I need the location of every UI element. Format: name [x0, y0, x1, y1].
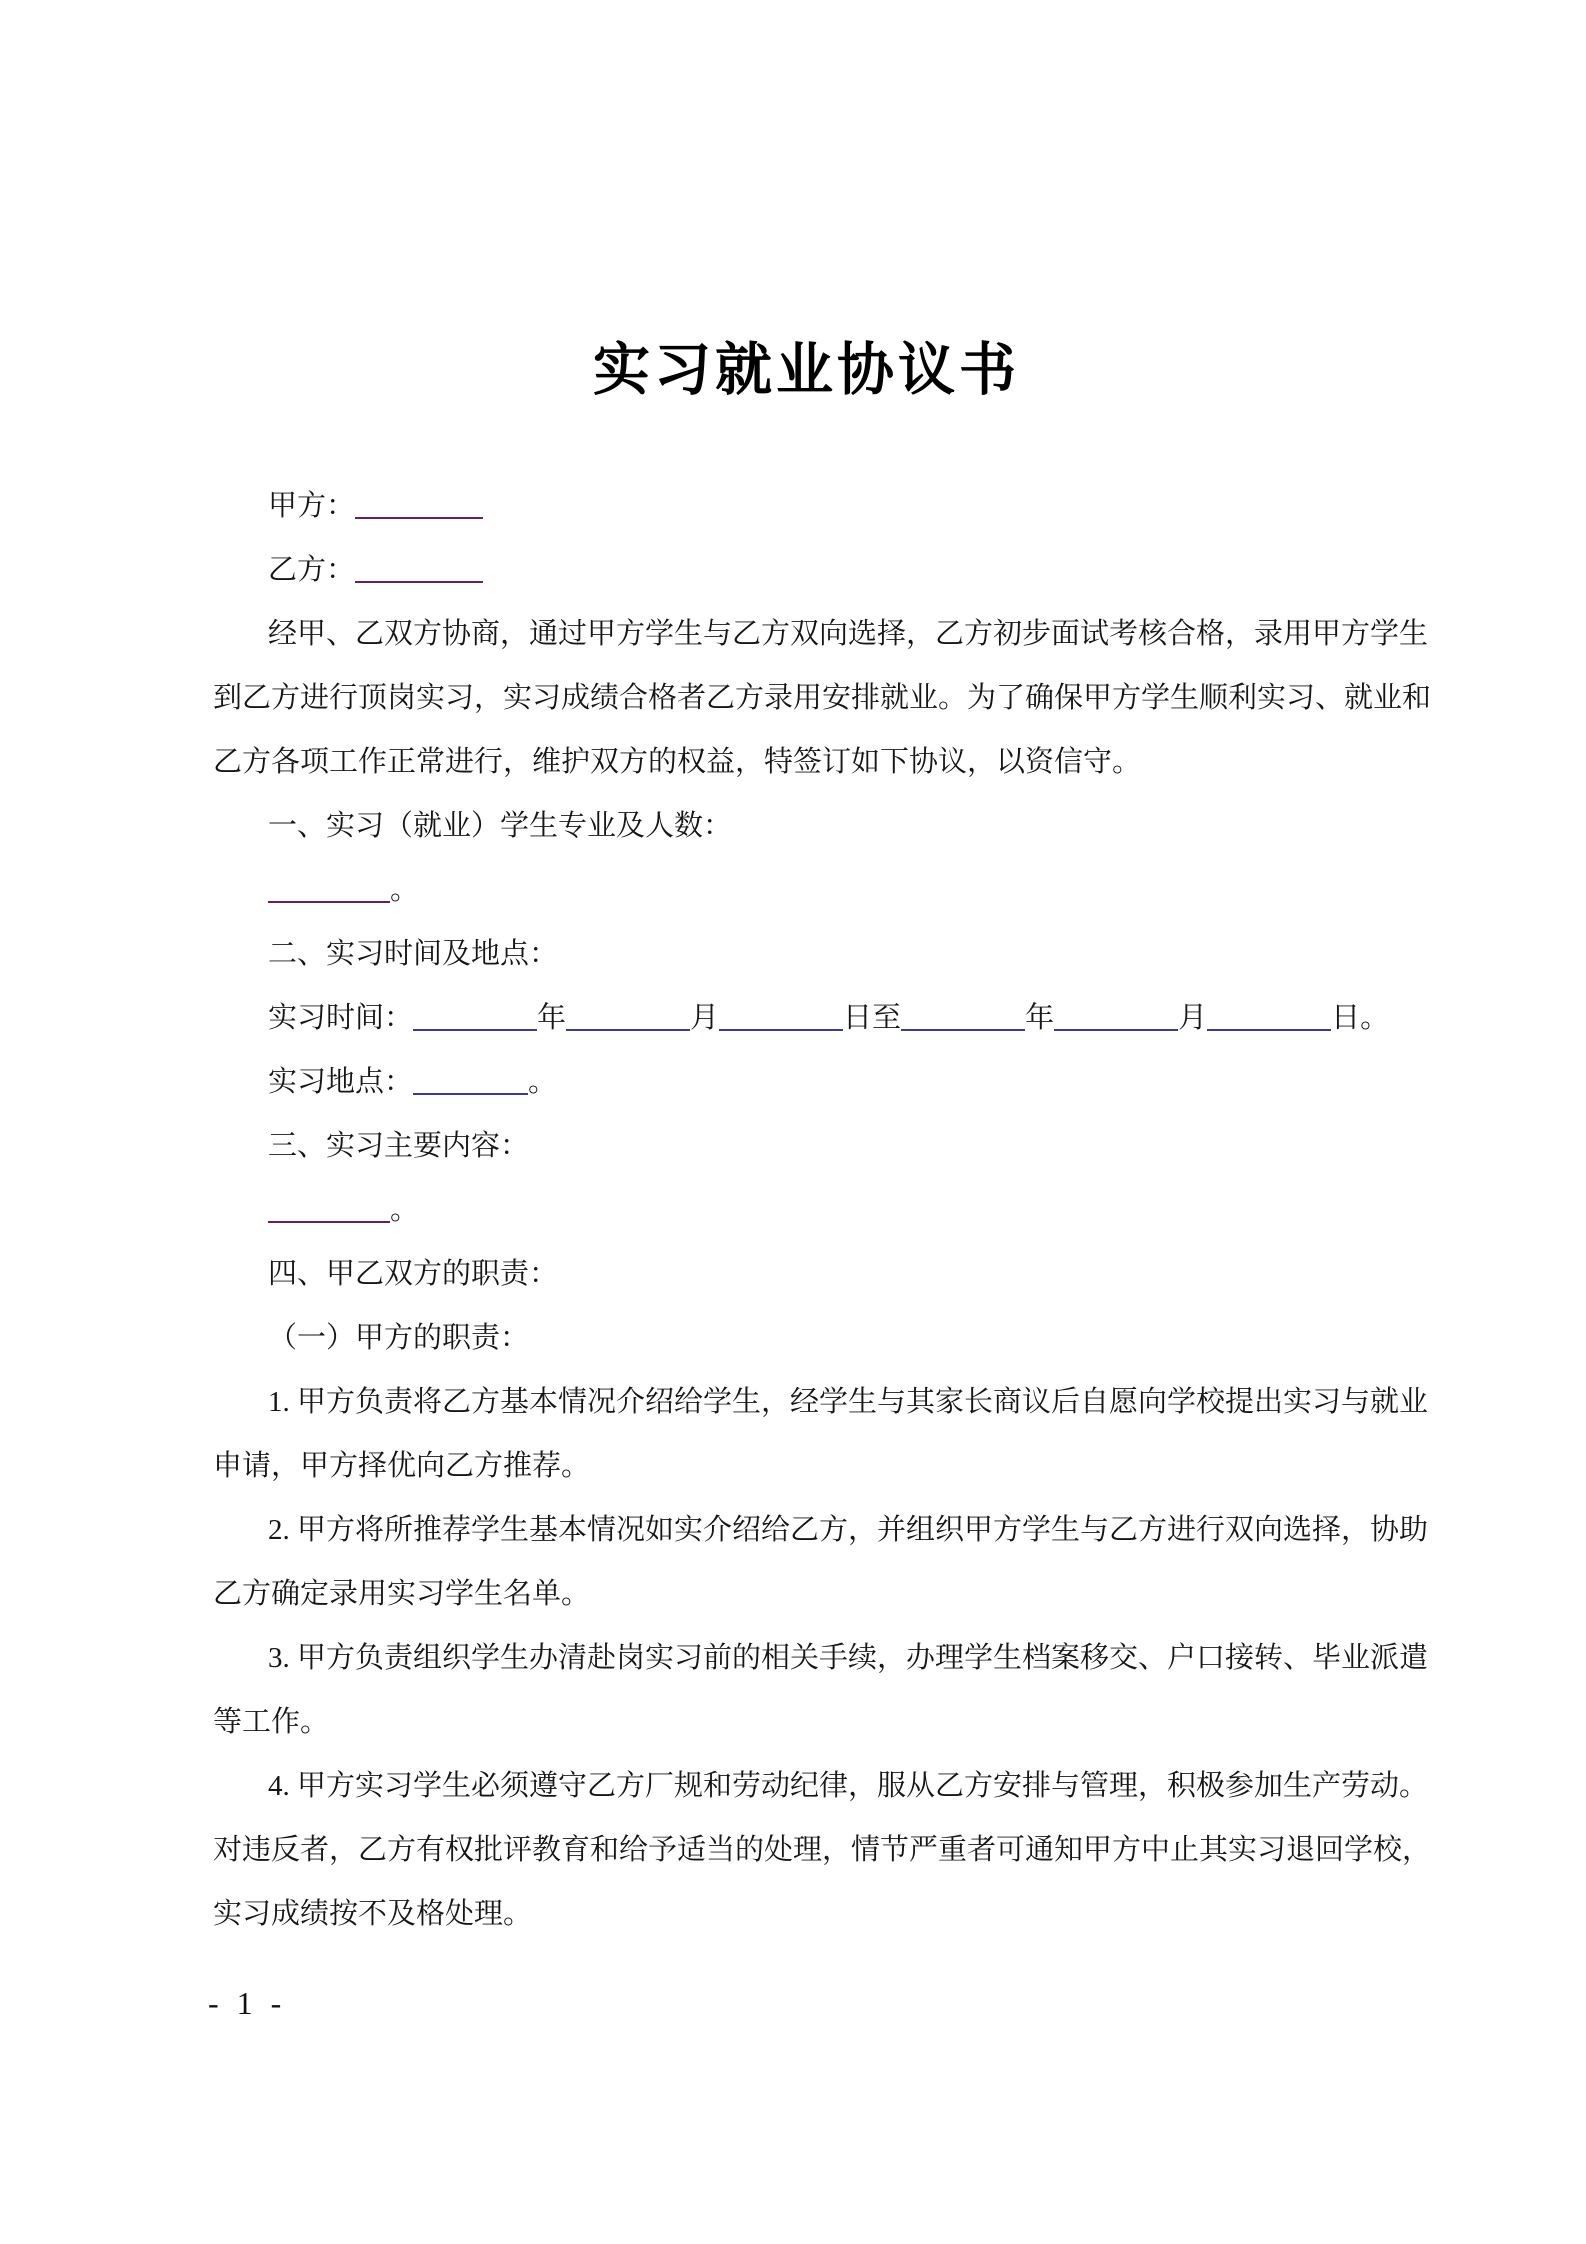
section-3-blank-line — [213, 1178, 1400, 1242]
section-4-heading: 四、甲乙双方的职责： — [268, 1258, 559, 1290]
internship-time-line — [213, 986, 1400, 1050]
section-1-blank-suffix: 。 — [390, 874, 420, 906]
internship-location-line — [213, 1050, 1400, 1114]
party-b-label: 乙方： — [268, 554, 356, 586]
end-month-label: 月 — [1178, 1002, 1208, 1034]
intro-paragraph-line-2: 到乙方进行顶岗实习，实习成绩合格者乙方录用安排就业。为了确保甲方学生顺利实习、就业和 — [213, 682, 1432, 714]
start-month-blank-field — [566, 1029, 690, 1031]
item-4-line-2: 对违反者，乙方有权批评教育和给予适当的处理，情节严重者可通知甲方中止其实习退回学校， — [213, 1834, 1432, 1866]
party-a-line — [213, 474, 1400, 538]
end-year-blank-field — [901, 1029, 1025, 1031]
party-a-label: 甲方： — [268, 490, 356, 522]
section-3-heading: 三、实习主要内容： — [268, 1130, 530, 1162]
section-1-heading: 一、实习（就业）学生专业及人数： — [268, 810, 733, 842]
start-year-label: 年 — [537, 1002, 567, 1034]
internship-time-label: 实习时间： — [268, 1002, 414, 1034]
document-body — [213, 474, 1432, 1946]
party-b-line — [213, 538, 1400, 602]
item-2-line-1: 2. 甲方将所推荐学生基本情况如实介绍给乙方，并组织甲方学生与乙方进行双向选择，协助 — [268, 1514, 1429, 1546]
day-to-label: 日至 — [843, 1002, 902, 1034]
start-day-blank-field — [719, 1029, 843, 1031]
section-3-blank-field — [268, 1221, 390, 1223]
section-2-heading: 二、实习时间及地点： — [268, 938, 559, 970]
start-year-blank-field — [413, 1029, 537, 1031]
section-1-blank-line — [213, 858, 1400, 922]
end-year-label: 年 — [1025, 1002, 1055, 1034]
item-1-line-1: 1. 甲方负责将乙方基本情况介绍给学生，经学生与其家长商议后自愿向学校提出实习与就业 — [268, 1386, 1429, 1418]
item-3-line-2: 等工作。 — [213, 1706, 330, 1738]
location-blank-field — [413, 1093, 528, 1095]
section-1-blank-field — [268, 901, 390, 903]
section-4-sub-heading: （一）甲方的职责： — [268, 1322, 530, 1354]
party-b-blank-field — [355, 581, 483, 583]
document-title: 实习就业协议书 — [593, 339, 1020, 402]
intro-paragraph-line-1: 经甲、乙双方协商，通过甲方学生与乙方双向选择，乙方初步面试考核合格，录用甲方学生 — [268, 618, 1429, 650]
item-4-line-1: 4. 甲方实习学生必须遵守乙方厂规和劳动纪律，服从乙方安排与管理，积极参加生产劳动。 — [268, 1770, 1429, 1802]
page-number: - 1 - — [208, 1985, 287, 2021]
internship-location-suffix: 。 — [528, 1066, 558, 1098]
start-month-label: 月 — [690, 1002, 720, 1034]
section-3-blank-suffix: 。 — [390, 1194, 420, 1226]
end-day-label: 日。 — [1331, 1002, 1390, 1034]
intro-paragraph-line-3: 乙方各项工作正常进行，维护双方的权益，特签订如下协议，以资信守。 — [213, 746, 1142, 778]
party-a-blank-field — [355, 517, 483, 519]
item-3-line-1: 3. 甲方负责组织学生办清赴岗实习前的相关手续，办理学生档案移交、户口接转、毕业派遣 — [268, 1642, 1429, 1674]
end-day-blank-field — [1207, 1029, 1331, 1031]
item-4-line-3: 实习成绩按不及格处理。 — [213, 1898, 533, 1930]
item-1-line-2: 申请，甲方择优向乙方推荐。 — [213, 1450, 591, 1482]
item-2-line-2: 乙方确定录用实习学生名单。 — [213, 1578, 591, 1610]
end-month-blank-field — [1054, 1029, 1178, 1031]
internship-location-label: 实习地点： — [268, 1066, 414, 1098]
